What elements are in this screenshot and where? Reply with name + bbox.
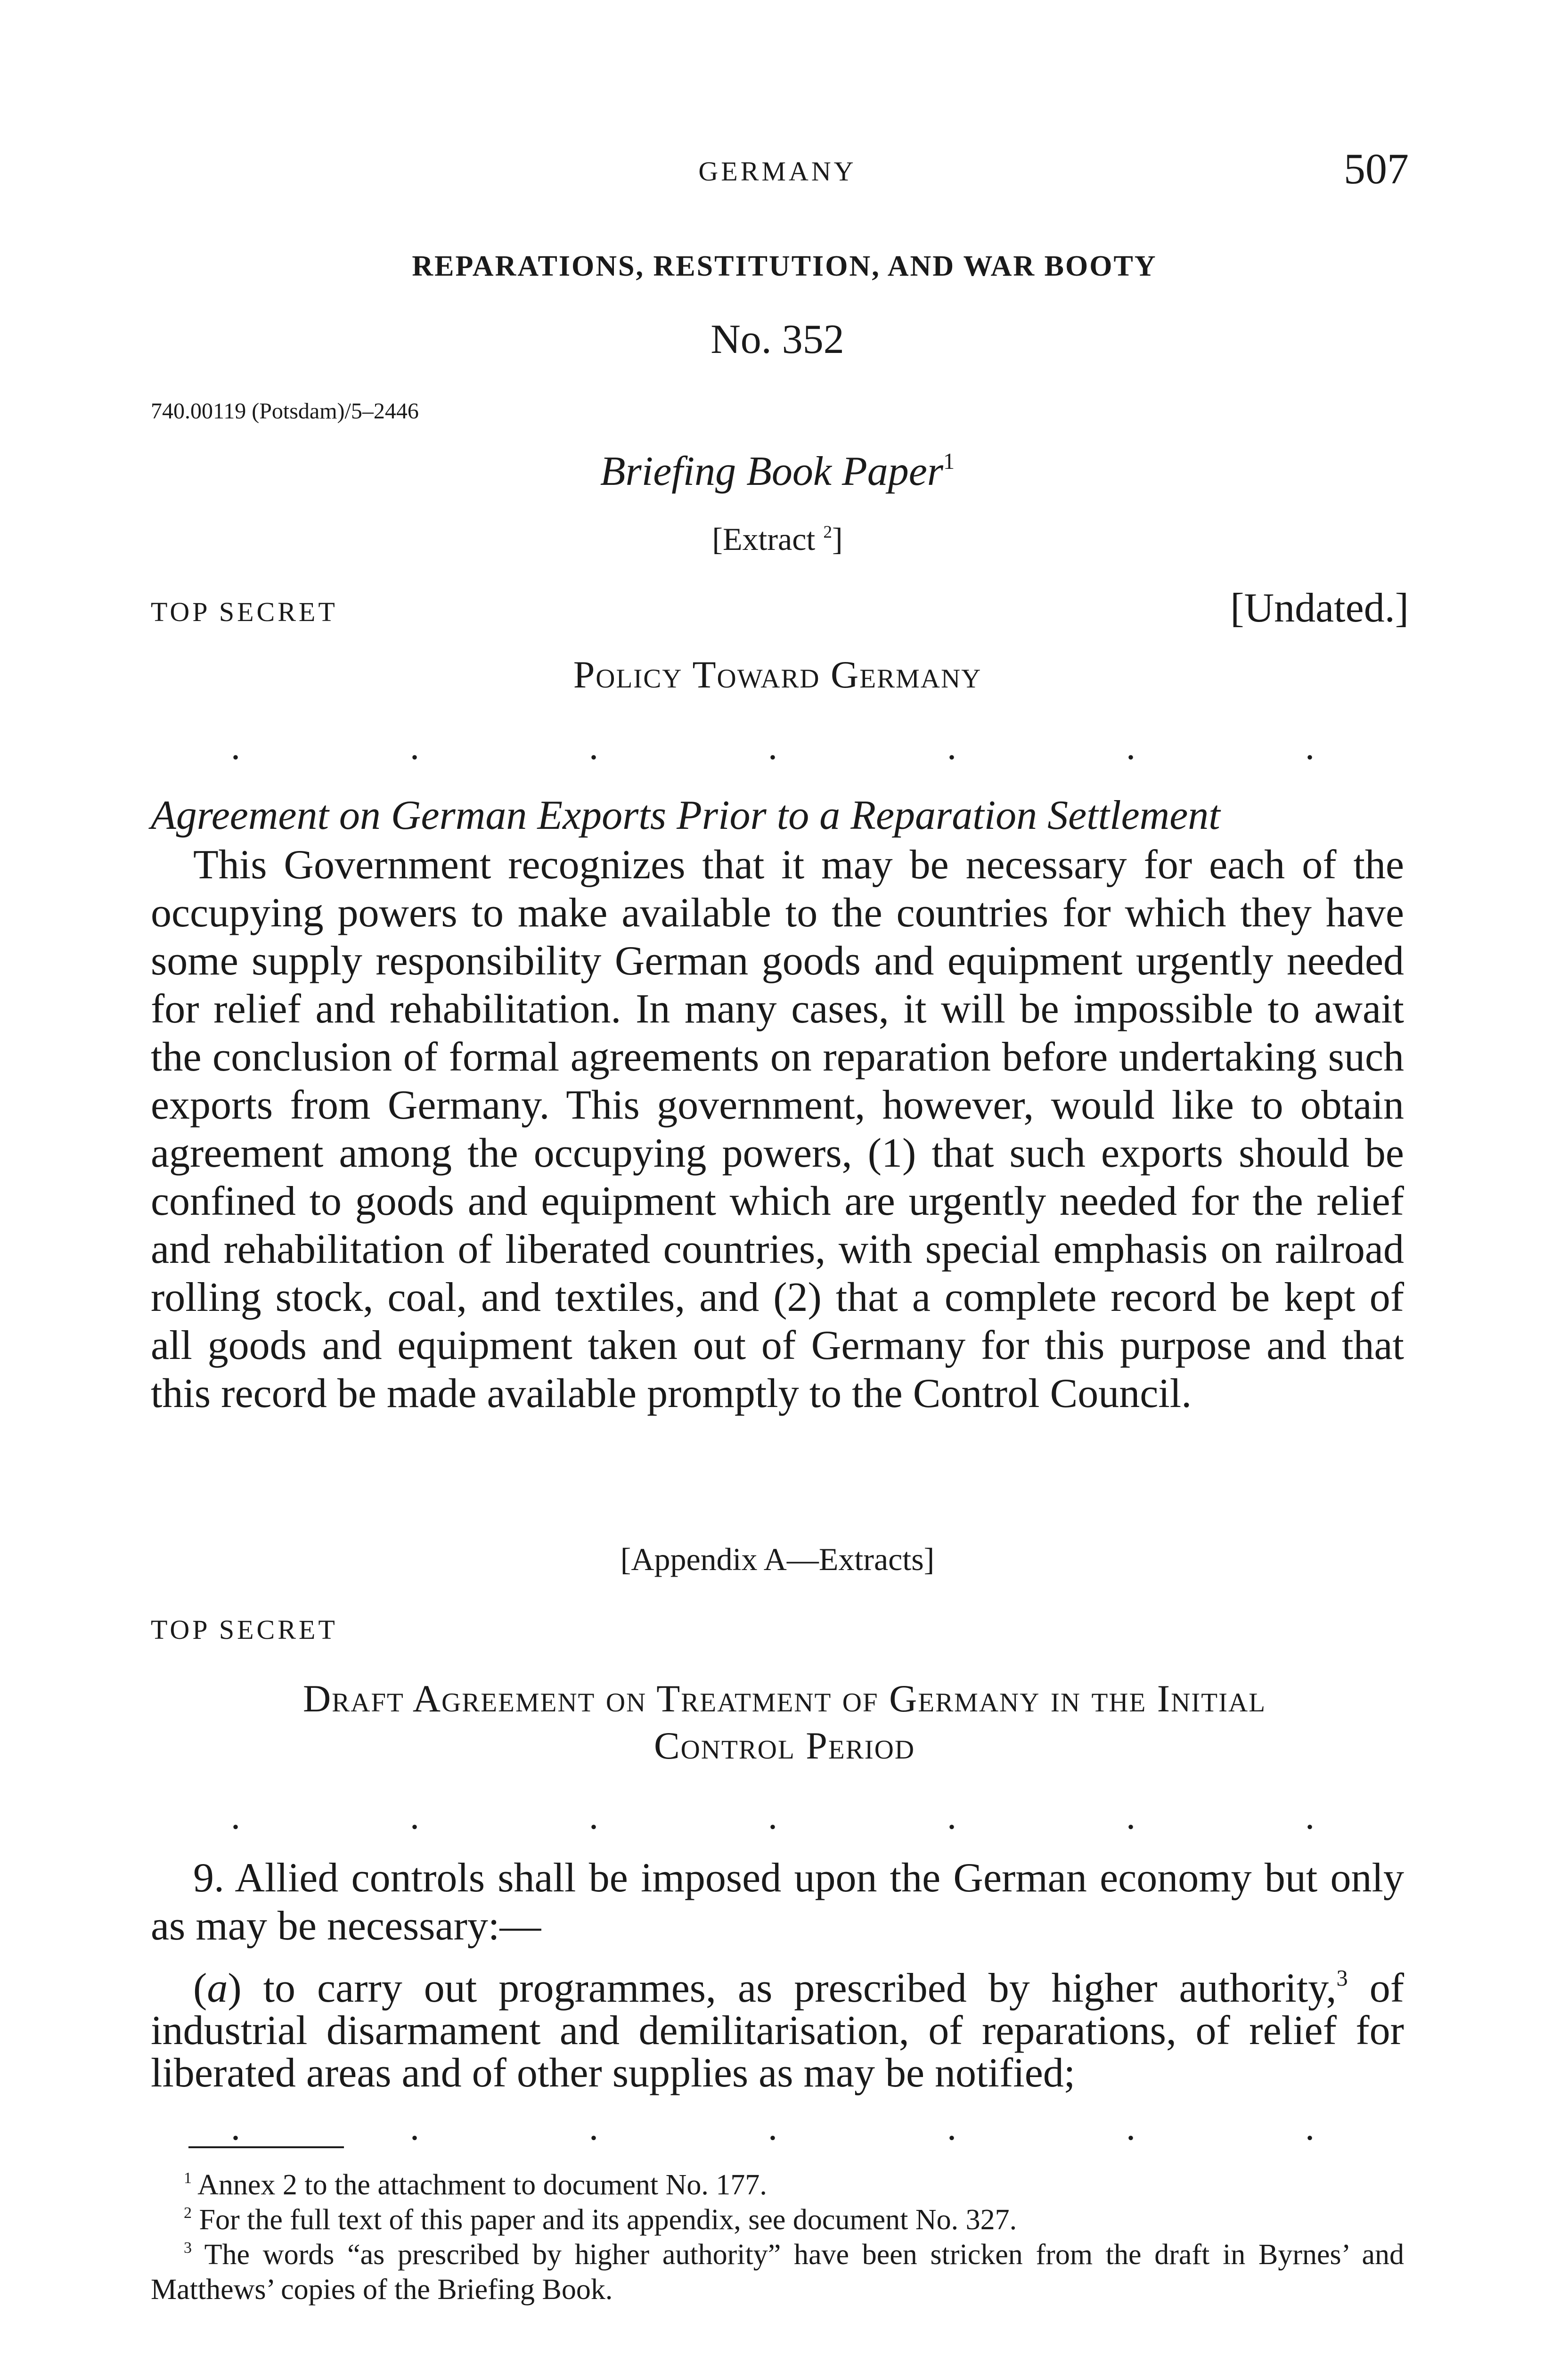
ellipsis-dot: . [768, 1796, 777, 1837]
ellipsis-dot: . [1305, 1796, 1315, 1837]
footnote-ref-2: 2 [823, 522, 833, 542]
footnote-number: 3 [184, 2239, 192, 2257]
draft-title-line-2: Control Period [653, 1724, 915, 1767]
date: [Undated.] [1230, 585, 1409, 631]
draft-title-line-1: Draft Agreement on Treatment of Germany in the Initial [302, 1677, 1266, 1720]
footnote-3 [151, 2237, 1404, 2307]
clause-a: (a) to carry out programmes, as prescribed by higher authority,$^3$ of industrial disarmament and demilitarisation, of reparations, of relief for liberated areas and of other supplies as may be notified; [151, 1965, 1404, 2096]
extract-open: [Extract [712, 521, 824, 557]
footnotes [151, 2168, 1404, 2307]
clause-a-text-before: to carry out programmes, as prescribed by higher authority, [241, 1965, 1337, 2011]
doc-title [471, 448, 1084, 495]
subheading: Agreement on German Exports Prior to a Reparation Settlement [151, 793, 1220, 838]
ellipsis-dot: . [947, 726, 956, 768]
extract-label [612, 521, 942, 558]
section-title: REPARATIONS, RESTITUTION, AND WAR BOOTY [412, 250, 1157, 282]
footnote-1 [151, 2168, 1404, 2202]
ellipsis-dot: . [410, 1796, 419, 1837]
paragraph-9: 9. Allied controls shall be imposed upon the German economy but only as may be necessary:— [151, 1855, 1404, 1949]
file-number: 740.00119 (Potsdam)/5–2446 [151, 399, 419, 424]
ellipsis-3 [231, 2106, 1315, 2149]
doc-title-text: Briefing Book Paper [600, 449, 944, 494]
footnote-number: 2 [184, 2204, 192, 2222]
clause-a-label: a [207, 1965, 228, 2011]
ellipsis-2 [231, 1795, 1315, 1838]
ellipsis-dot: . [947, 2107, 956, 2148]
ellipsis-dot: . [947, 1796, 956, 1837]
ellipsis-dot: . [589, 1796, 598, 1837]
footnote-ref-1: 1 [943, 449, 955, 474]
footnote-text: Annex 2 to the attachment to document No. 177. [192, 2169, 767, 2201]
ellipsis-dot: . [231, 2107, 240, 2148]
ellipsis-dot: . [410, 726, 419, 768]
ellipsis-dot: . [589, 726, 598, 768]
footnote-text: For the full text of this paper and its appendix, see document No. 327. [192, 2204, 1017, 2236]
paragraph-exports: This Government recognizes that it may be necessary for each of the occupying powers to make available to the countries for which they have some supply responsibility German goods and equipment urgently needed for relief and rehabilitation. In many cases, it will be impossible to await the conclusion of formal agreements on reparation before undertaking such exports from Germany. This government, however, would like to obtain agreement among the occupying powers, (1) that such exports should be confined to goods and equipment which are urgently needed for the relief and rehabilitation of liberated countries, with special emphasis on railroad rolling stock, coal, and textiles, and (2) that a complete record be kept of all goods and equipment taken out of Germany for this purpose and that this record be made available promptly to the Control Council. [151, 842, 1404, 1416]
extract-close: ] [832, 521, 843, 557]
footnote-ref-3: 3 [1336, 1966, 1348, 1991]
subject-heading: Policy Toward Germany [573, 653, 982, 696]
appendix-label: [Appendix A—Extracts] [620, 1541, 935, 1577]
ellipsis-dot: . [1305, 2107, 1315, 2148]
ellipsis-dot: . [768, 726, 777, 768]
ellipsis-dot: . [1126, 1796, 1135, 1837]
classification-2: TOP SECRET [151, 1614, 338, 1645]
page-number: 507 [1344, 145, 1409, 193]
ellipsis-dot: . [589, 2107, 598, 2148]
ellipsis-dot: . [1305, 726, 1315, 768]
ellipsis-dot: . [410, 2107, 419, 2148]
ellipsis-dot: . [1126, 2107, 1135, 2148]
ellipsis-dot: . [768, 2107, 777, 2148]
footnote-text: The words “as prescribed by higher authority” have been stricken from the draft in Byrnes’ and Matthews’ copies of the Briefing Book. [151, 2239, 1404, 2306]
ellipsis-dot: . [1126, 726, 1135, 768]
footnote-2 [151, 2202, 1404, 2237]
classification: TOP SECRET [151, 597, 338, 627]
draft-title [151, 1675, 1418, 1769]
ellipsis-dot: . [231, 1796, 240, 1837]
footnote-number: 1 [184, 2169, 192, 2187]
ellipsis-dot: . [231, 726, 240, 768]
ellipsis-1 [231, 726, 1315, 769]
clause-a-text-after: of industrial disarmament and demilitarisation, of reparations, of relief for liberated areas and of other supplies as may be notified; [151, 1965, 1404, 2096]
document-number: No. 352 [710, 317, 844, 362]
running-title: GERMANY [698, 156, 857, 187]
